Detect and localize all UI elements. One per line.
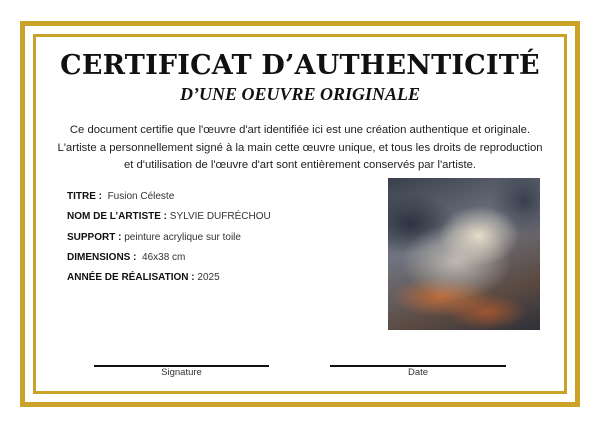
detail-title bbox=[67, 190, 367, 210]
certificate-subtitle: D’UNE OEUVRE ORIGINALE bbox=[179, 84, 421, 104]
detail-label: NOM DE L’ARTISTE : bbox=[67, 211, 167, 223]
artwork-details bbox=[67, 190, 367, 291]
artwork-image bbox=[388, 178, 540, 330]
detail-label: DIMENSIONS : bbox=[67, 251, 137, 263]
detail-label: TITRE : bbox=[67, 191, 102, 202]
detail-medium bbox=[67, 231, 367, 251]
detail-value: 2025 bbox=[197, 272, 220, 284]
detail-artist-name bbox=[67, 210, 367, 230]
signature-label: Signature bbox=[161, 367, 202, 378]
certificate-title: CERTIFICAT D’AUTHENTICITÉ bbox=[60, 50, 540, 81]
detail-value: 46x38 cm bbox=[142, 251, 186, 263]
detail-value: SYLVIE DUFRÉCHOU bbox=[169, 211, 271, 223]
certificate-statement: Ce document certifie que l'œuvre d'art identifiée ici est une création authentique et originale. L'artiste a personnellement signé à la main cette œuvre unique, et tous les droits de reproduction et d'utilisation de l'œuvre d'art sont entièrement conservés par l'artiste. bbox=[57, 124, 543, 171]
detail-value: peinture acrylique sur toile bbox=[124, 231, 241, 243]
detail-label: SUPPORT : bbox=[67, 231, 122, 243]
detail-value: Fusion Céleste bbox=[107, 191, 175, 202]
detail-year bbox=[67, 271, 367, 291]
detail-dimensions bbox=[67, 251, 367, 271]
date-label: Date bbox=[407, 367, 429, 378]
detail-label: ANNÉE DE RÉALISATION : bbox=[67, 272, 195, 284]
